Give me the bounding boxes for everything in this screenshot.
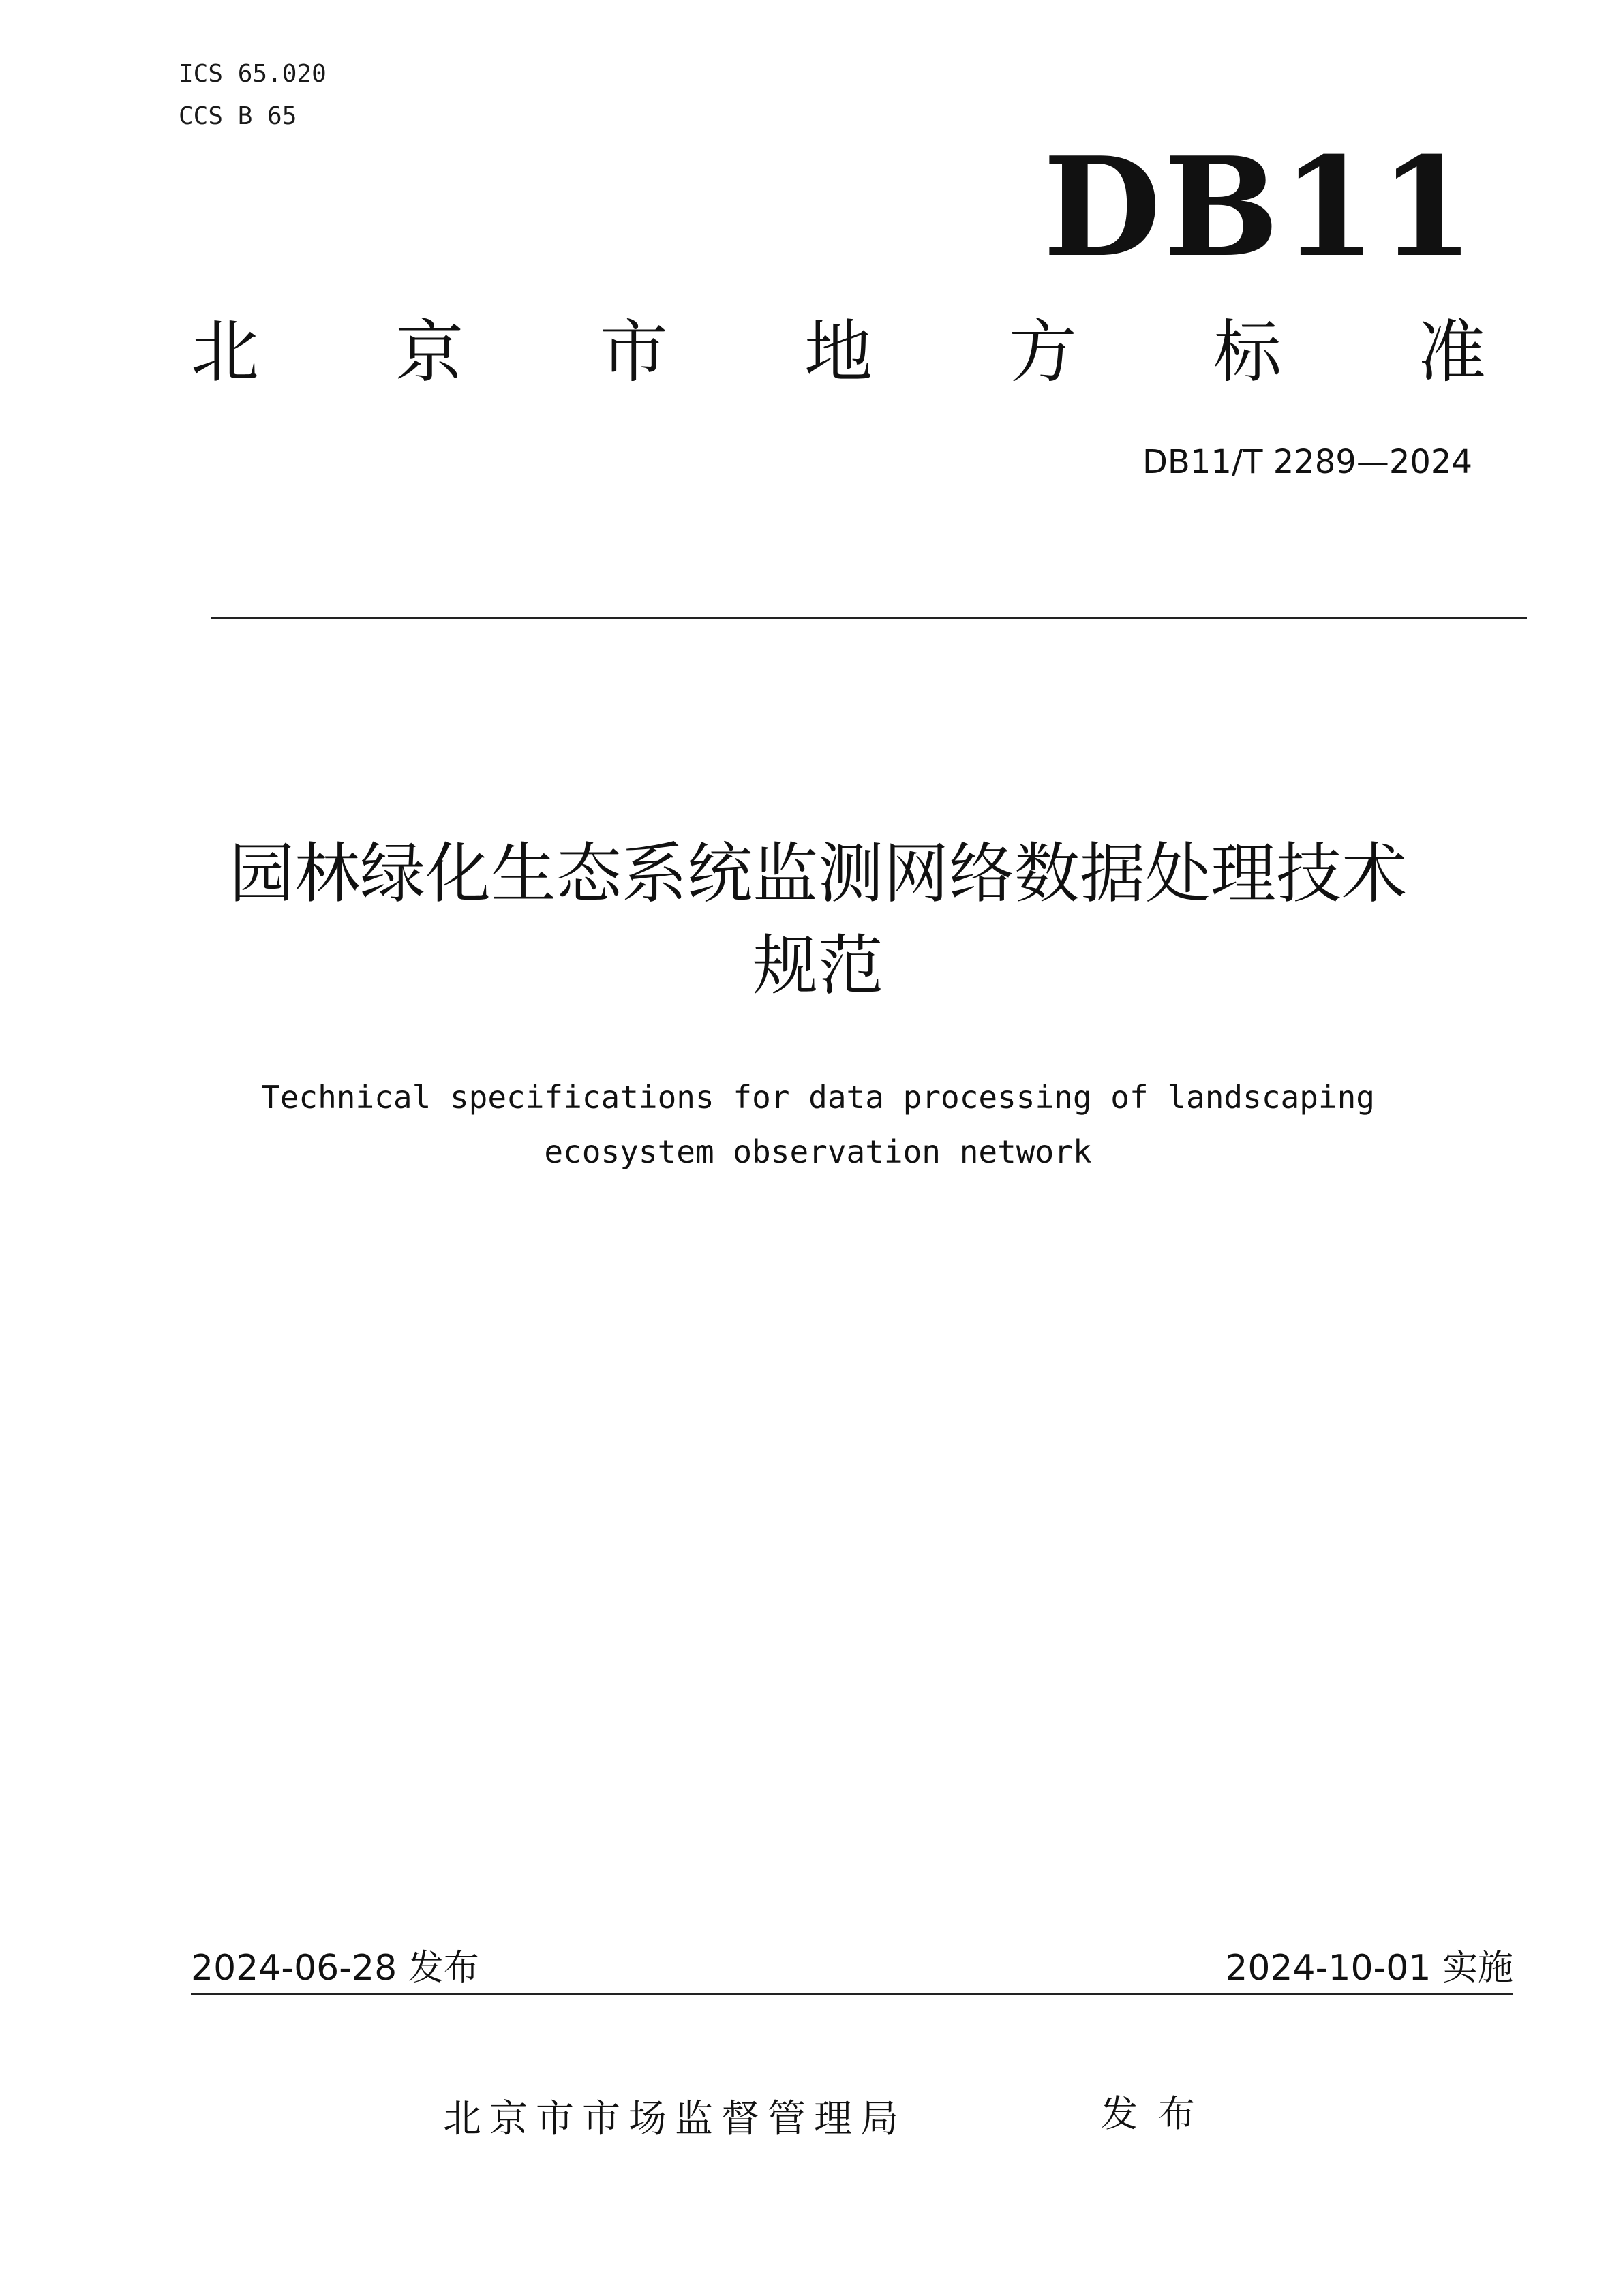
issuing-authority: 北京市市场监督管理局 [443,2097,907,2141]
implement-date: 2024-10-01 实施 [1225,1948,1513,1989]
ics-code: ICS 65.020 [179,60,327,88]
ccs-code: CCS B 65 [179,102,297,130]
chinese-title-line-2: 规范 [753,928,883,1004]
standard-name-char: 京 [395,312,464,392]
standard-name-char: 标 [1213,312,1281,392]
standard-name-char: 市 [600,312,668,392]
publish-date: 2024-06-28 发布 [191,1948,479,1989]
classification-codes [179,53,327,138]
standard-name-char: 北 [191,312,259,392]
chinese-title [136,828,1500,1012]
bottom-divider [191,1993,1513,1995]
english-title-line-1: Technical specifications for data processing of landscaping [261,1079,1375,1116]
standard-name-char: 地 [804,312,873,392]
english-title-line-2: ecosystem observation network [544,1133,1092,1170]
chinese-title-line-1: 园林绿化生态系统监测网络数据处理技术 [229,836,1407,912]
standard-name-char: 方 [1009,312,1077,392]
top-divider [211,617,1527,619]
issue-label: 发布 [1101,2092,1215,2135]
standard-number: DB11/T 2289—2024 [1142,443,1472,481]
standard-code-logo: DB11 [1043,127,1477,288]
standard-name-char: 准 [1418,312,1486,392]
english-title [136,1070,1500,1179]
standard-category-title [191,312,1486,392]
